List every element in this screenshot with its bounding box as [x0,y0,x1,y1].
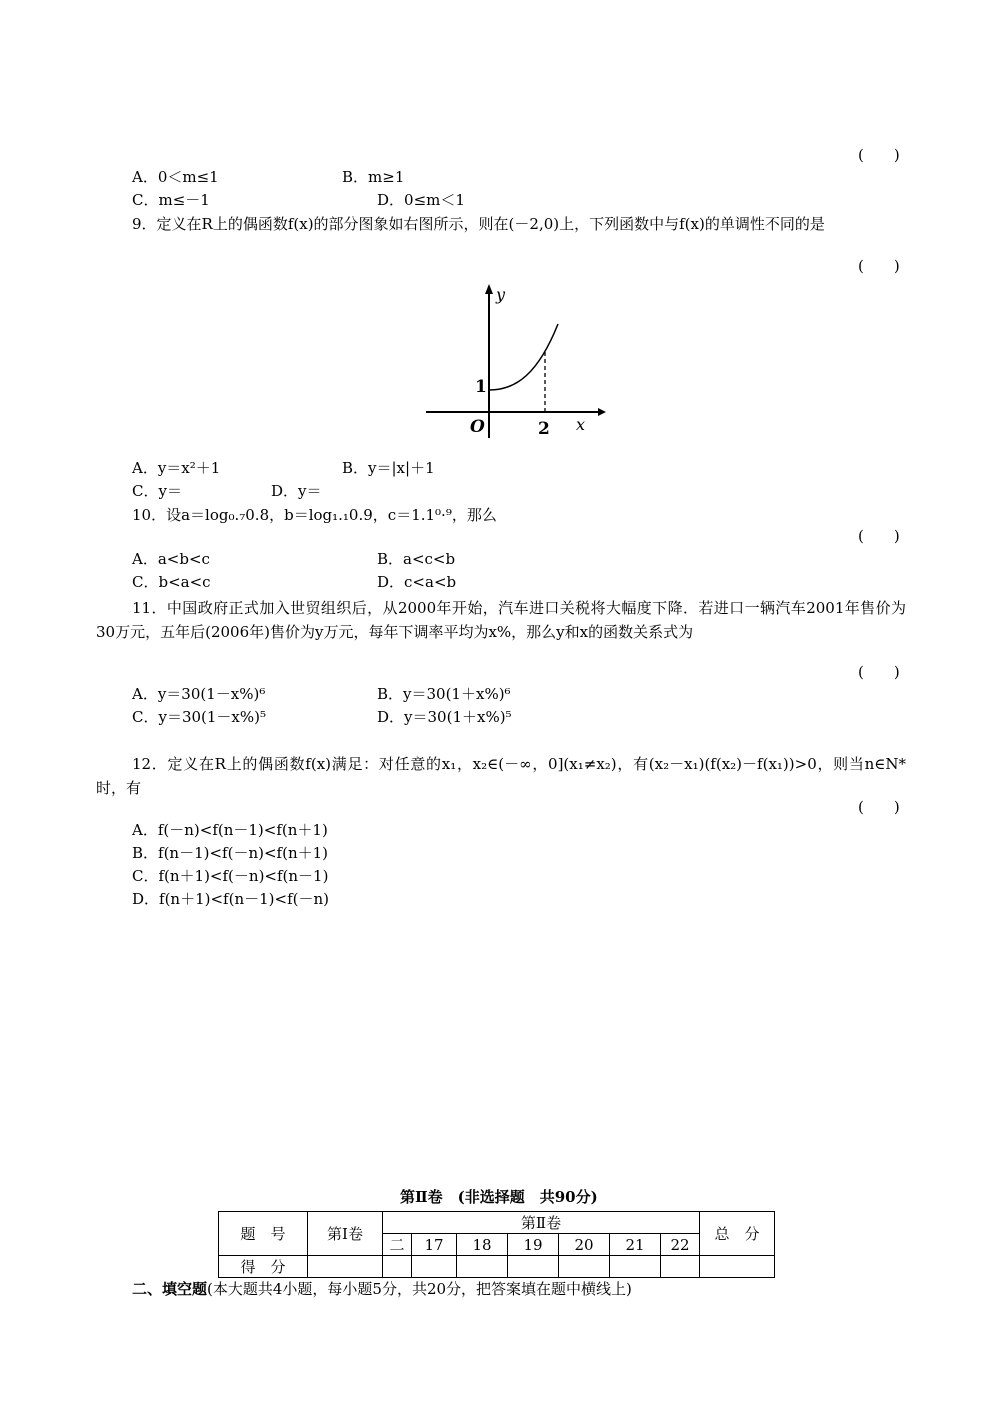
q10-stem: 10．设a＝log₀.₇0.8，b＝log₁.₁0.9，c＝1.1⁰·⁹，那么 [132,506,497,524]
q11-option-d: D．y＝30(1＋x%)⁵ [377,708,512,726]
q9-stem: 9．定义在R上的偶函数f(x)的部分图象如右图所示，则在(－2,0)上，下列函数中与f(x)的单调性不同的是 [132,215,825,233]
juan1-cell: 第Ⅰ卷 [308,1212,383,1256]
q10-answer-paren: ( ) [858,527,900,545]
section-heading: 二、填空题 [132,1280,208,1298]
col-header: 18 [457,1234,508,1256]
q12-option-b: B．f(n－1)<f(－n)<f(n＋1) [132,844,328,862]
q10-option-a: A．a<b<c [132,550,210,568]
score-blank[interactable] [457,1256,508,1278]
score-blank[interactable] [508,1256,559,1278]
part2-title: 第Ⅱ卷 (非选择题 共90分) [400,1188,598,1206]
q9-option-b: B．y＝|x|＋1 [342,459,435,477]
q9-option-d: D．y＝ [271,482,322,500]
section-fill-in [132,1278,632,1299]
col-header: 17 [412,1234,457,1256]
defen-cell: 得 分 [219,1256,308,1278]
y-axis-arrow-icon [485,284,493,294]
function-graph [426,284,606,438]
y-label: y [496,285,506,304]
tick-label-2: 2 [538,419,550,438]
q10-option-c: C．b<a<c [132,573,211,591]
tihao-cell: 题 号 [219,1212,308,1256]
col-header: 21 [610,1234,661,1256]
zongfen-cell: 总 分 [700,1212,775,1256]
juan2-cell: 第Ⅱ卷 [383,1212,700,1234]
x-label: x [576,415,586,434]
score-blank[interactable] [308,1256,383,1278]
score-blank[interactable] [559,1256,610,1278]
q8-option-b: B．m≥1 [342,168,405,186]
score-blank[interactable] [412,1256,457,1278]
x-axis-arrow-icon [598,408,606,416]
score-blank[interactable] [700,1256,775,1278]
q12-option-a: A．f(－n)<f(n－1)<f(n＋1) [132,821,328,839]
curve [489,324,558,390]
q11-option-c: C．y＝30(1－x%)⁵ [132,708,267,726]
section-note: (本大题共4小题，每小题5分，共20分，把答案填在题中横线上) [207,1280,632,1298]
q11-option-a: A．y＝30(1－x%)⁶ [132,685,266,703]
q10-option-b: B．a<c<b [377,550,456,568]
score-blank[interactable] [610,1256,661,1278]
q9-answer-paren: ( ) [858,257,900,275]
col-header: 二 [383,1234,412,1256]
q11-answer-paren: ( ) [858,663,900,681]
col-header: 20 [559,1234,610,1256]
q8-option-c: C．m≤－1 [132,191,210,209]
q9-option-c: C．y＝ [132,482,182,500]
q8-option-d: D．0≤m＜1 [377,191,465,209]
col-header: 19 [508,1234,559,1256]
col-header: 22 [661,1234,700,1256]
q12-answer-paren: ( ) [858,798,900,816]
q10-option-d: D．c<a<b [377,573,457,591]
score-table [218,1211,775,1278]
score-blank[interactable] [661,1256,700,1278]
q9-option-a: A．y＝x²＋1 [132,459,221,477]
tick-label-1: 1 [475,377,487,397]
q12-stem: 12．定义在R上的偶函数f(x)满足：对任意的x₁，x₂∈(－∞，0](x₁≠x₂)，有(x₂－x₁)(f(x₂)－f(x₁))>0，则当n∈N*时，有 [96,755,906,797]
q11-option-b: B．y＝30(1＋x%)⁶ [377,685,511,703]
score-blank[interactable] [383,1256,412,1278]
q8-answer-paren: ( ) [858,146,900,164]
q12-option-d: D．f(n＋1)<f(n－1)<f(－n) [132,890,329,908]
q12-option-c: C．f(n＋1)<f(－n)<f(n－1) [132,867,329,885]
origin-label: O [470,417,485,437]
q8-option-a: A．0＜m≤1 [132,168,219,186]
q11-stem: 11．中国政府正式加入世贸组织后，从2000年开始，汽车进口关税将大幅度下降．若进口一辆汽车2001年售价为30万元，五年后(2006年)售价为y万元，每年下调率平均为x%，那么y和x的函数关系式为 [96,599,906,641]
